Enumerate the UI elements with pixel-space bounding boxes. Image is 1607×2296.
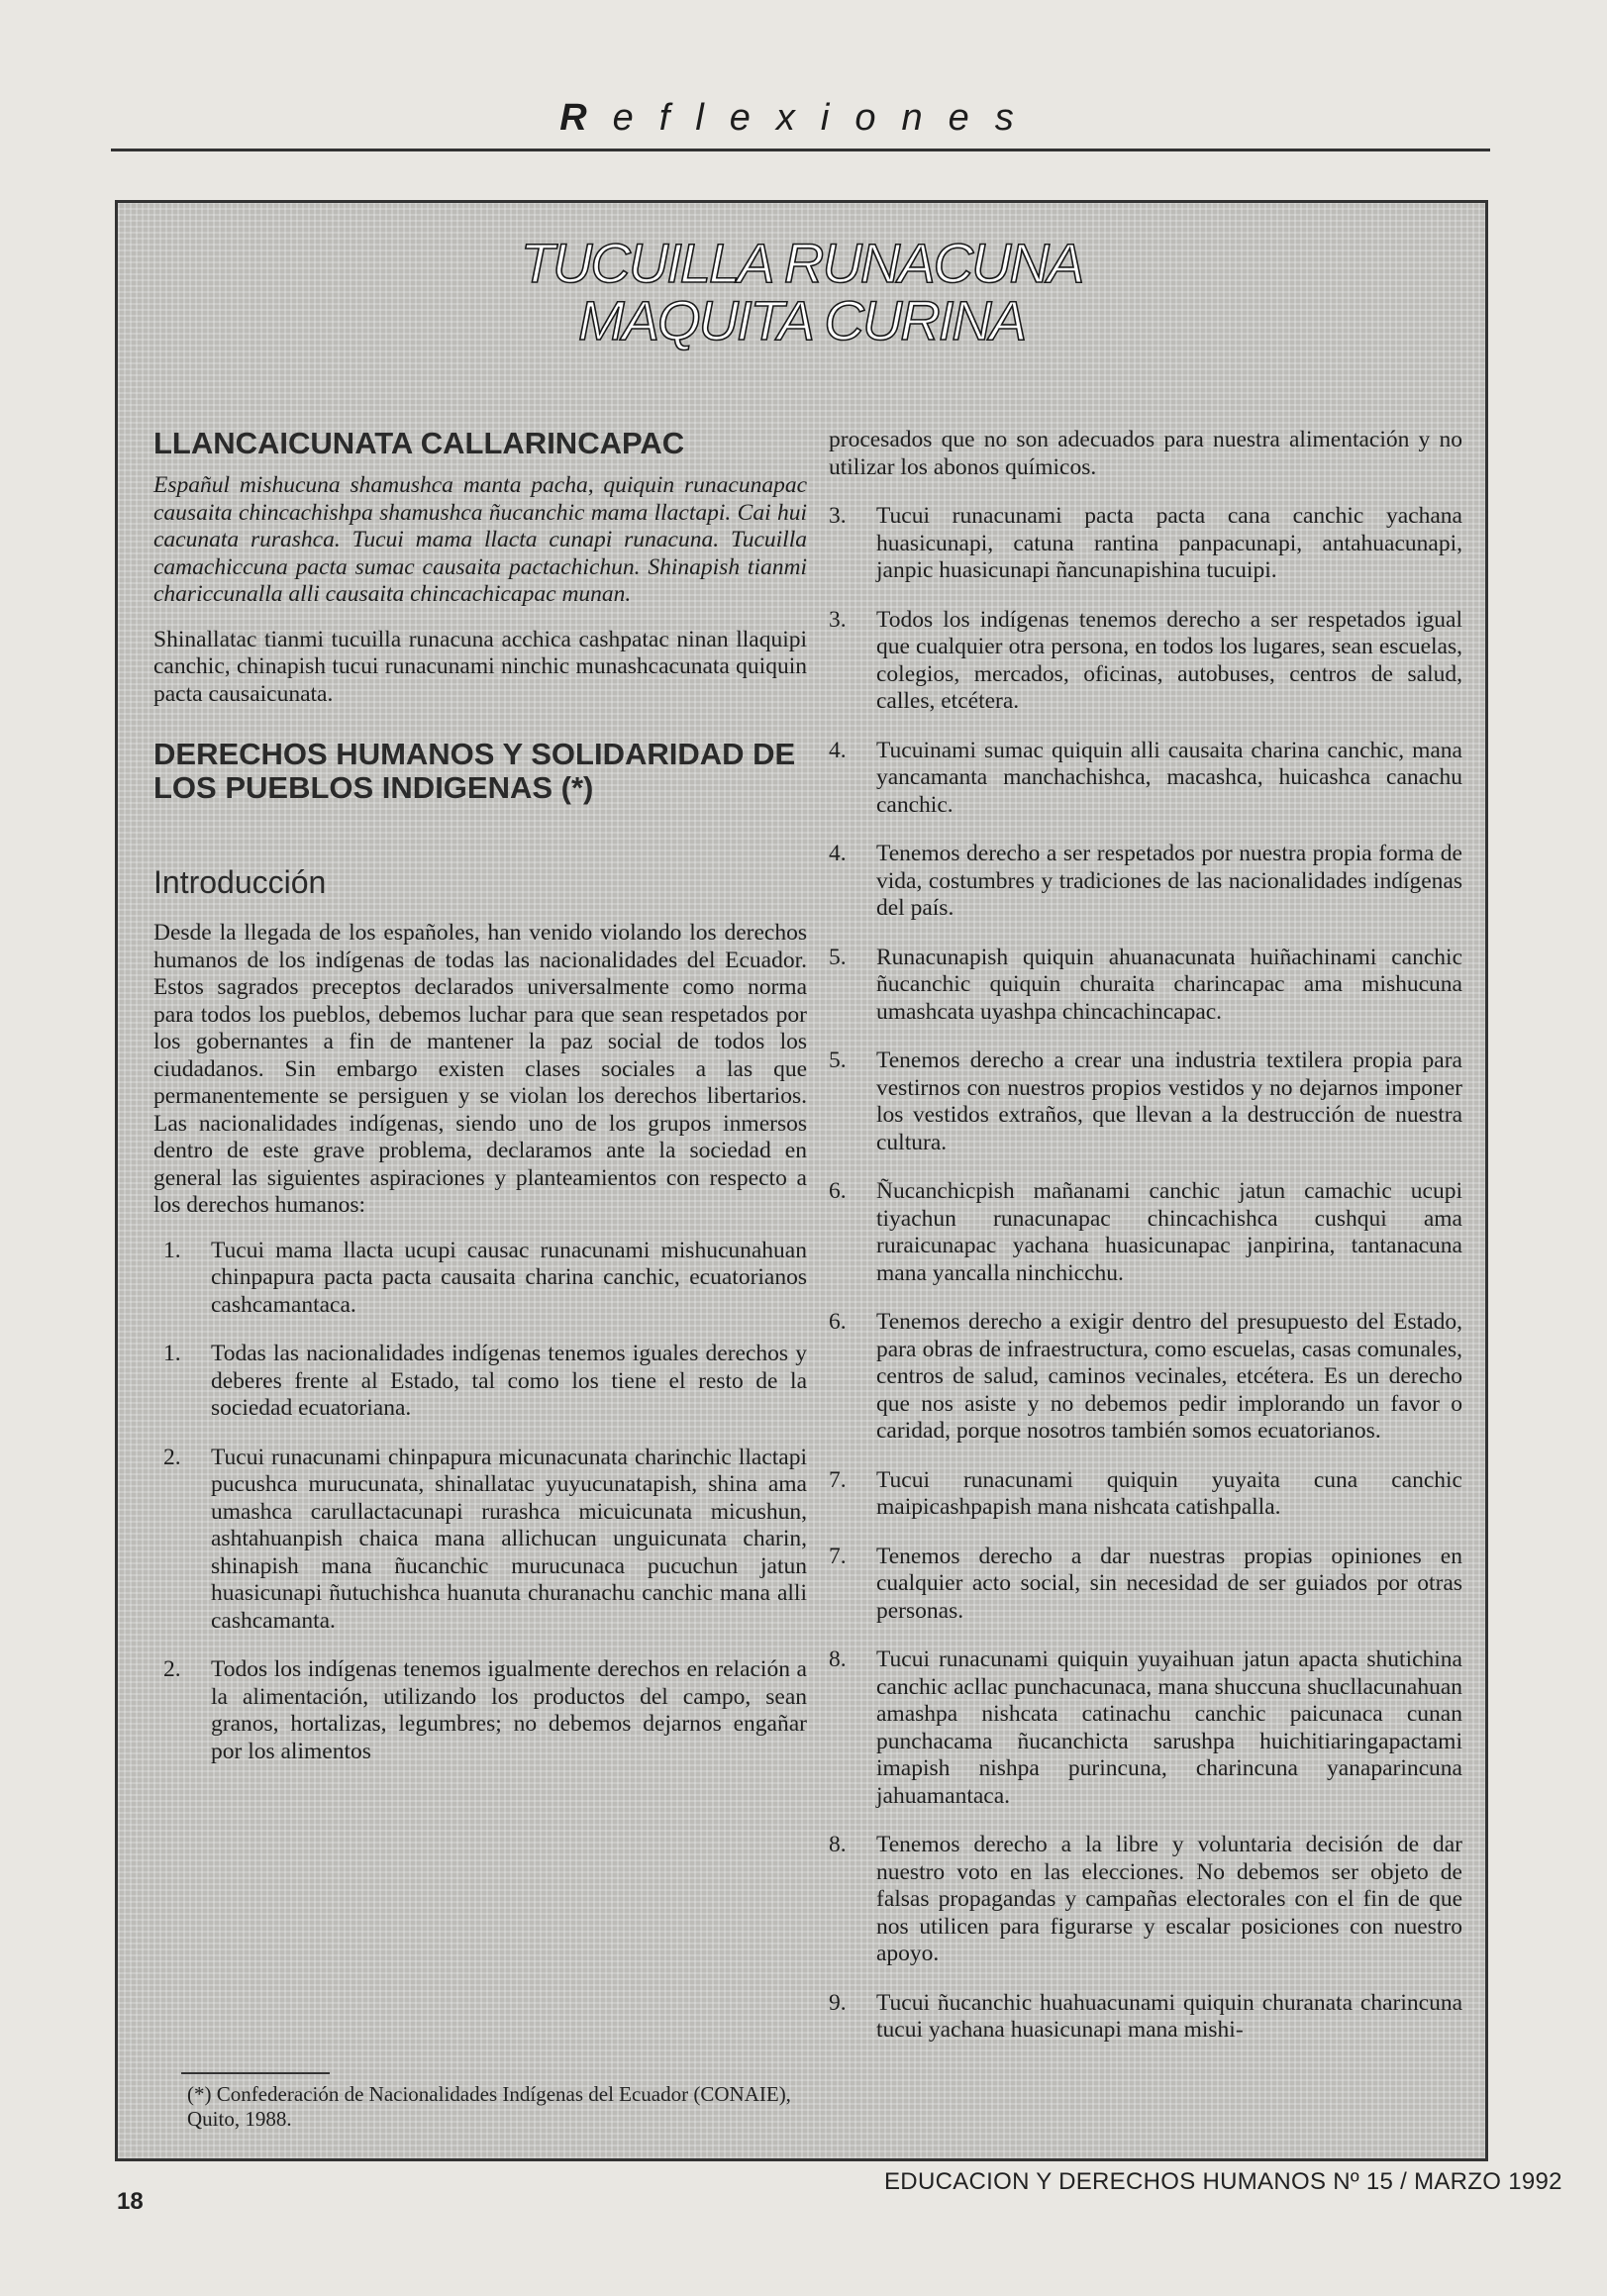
list-item <box>153 1238 807 1320</box>
item-number: 5. <box>829 1048 847 1073</box>
item-number: 3. <box>829 503 847 529</box>
item-number: 6. <box>829 1309 847 1335</box>
item-text: Tucui mama llacta ucupi causac runacunami mishucunahuan chinpapura pacta pacta causaita charina canchic, ecuatorianos cashcamantaca. <box>211 1237 807 1318</box>
list-item <box>153 1656 807 1765</box>
heading-spanish: DERECHOS HUMANOS Y SOLIDARIDAD DE LOS PUEBLOS INDIGENAS (*) <box>153 737 796 805</box>
item-text: Tenemos derecho a dar nuestras propias opiniones en cualquier acto social, sin necesidad de ser guiados por otras personas. <box>876 1543 1462 1624</box>
list-item <box>819 1048 1462 1156</box>
item-number: 1. <box>163 1237 181 1263</box>
heading-quichua: LLANCAICUNATA CALLARINCAPAC <box>153 426 685 460</box>
subheading-introduccion: Introducción <box>153 864 327 900</box>
list-item <box>819 1309 1462 1446</box>
item-text: Runacunapish quiquin ahuanacunata huiñachinami canchic ñucanchic quiquin churaita charincapac ama mishucuna umashcata uyashpa chincachincapac. <box>876 944 1462 1025</box>
item-text: Tenemos derecho a la libre y voluntaria decisión de dar nuestro voto en las elecciones. No debemos ser objeto de falsas propagandas y campañas electorales con el fin de que nos utilicen para figurarse y escalar posiciones con nuestro apoyo. <box>876 1832 1462 1966</box>
item-number: 5. <box>829 944 847 970</box>
item-number: 7. <box>829 1466 847 1493</box>
left-column <box>153 427 807 1787</box>
header-rule <box>111 149 1490 151</box>
title-line-2: MAQUITA CURINA <box>577 289 1026 351</box>
item-number: 7. <box>829 1543 847 1569</box>
section-header <box>109 97 1490 140</box>
article-box <box>115 200 1488 2161</box>
list-item <box>819 1832 1462 1968</box>
item-text: Tucuinami sumac quiquin alli causaita charina canchic, mana yancamanta manchachishca, macashca, huicashca canachu canchic. <box>876 737 1462 818</box>
item-number: 4. <box>829 841 847 866</box>
right-column <box>819 427 1462 2066</box>
item-text: Ñucanchicpish mañanami canchic jatun camachic ucupi tiyachun runacunapac chincachishca cushqui ama ruraicunapac yachana huasicunapac janpirina, tantanacuna mana yancalla ninchicchu. <box>876 1178 1462 1286</box>
item-text: Tenemos derecho a ser respetados por nuestra propia forma de vida, costumbres y tradiciones de las nacionalidades indígenas del país. <box>876 841 1462 921</box>
list-item <box>819 1467 1462 1522</box>
list-item <box>819 503 1462 585</box>
footnote-text: (*) Confederación de Nacionalidades Indígenas del Ecuador (CONAIE), Quito, 1988. <box>187 2082 791 2131</box>
item-text: Tucui runacunami chinpapura micunacunata charinchic llactapi pucushca murucunata, shinallatac yuyucunatapish, shina ama umashca carullactacunapi rurashca micuicunata micushun, ashtahuanpish chaica mana allichucan unguicunata charin, shinapish mana ñucanchic murucunaca pucuchun jatun huasicunapi ñutuchishca huanuta churanachu canchic mana alli cashcamanta. <box>211 1444 807 1634</box>
article-title <box>118 232 1485 351</box>
title-line-1: TUCUILLA RUNACUNA <box>520 232 1083 294</box>
footer-publication: EDUCACION Y DERECHOS HUMANOS Nº 15 / MARZO 1992 <box>884 2168 1562 2195</box>
header-initial: R <box>559 97 613 139</box>
item-text: Tucui runacunami quiquin yuyaihuan jatun apacta shutichina canchic acllac punchacunaca, mana shuccuna shucllacunahuan amashpa nishcata catinachu canchic paicunaca cunan punchacama ñucanchicta sarushpa huichitiaringapactami imapish nishpa purincuna, charincuna yanaparincuna jahuamantaca. <box>876 1647 1462 1809</box>
footnote-rule <box>181 2072 330 2074</box>
item-text: Tenemos derecho a crear una industria textilera propia para vestirnos con nuestros propios vestidos y no dejarnos imponer los vestidos extraños, que llevan a la destrucción de nuestra cultura. <box>876 1048 1462 1155</box>
item-number: 2. <box>163 1656 181 1682</box>
item-number: 6. <box>829 1178 847 1204</box>
intro-quichua: Españul mishucuna shamushca manta pacha, quiquin runacunapac causaita chincachishpa shamushca ñucanchic mama llactapi. Cai hui cacunata rurashca. Tucui mama llacta cunapi runacuna. Tucuilla camachiccuna pacta sumac causaita pactachichun. Shinapish tianmi chariccunalla alli causaita chincachicapac munan. <box>153 472 807 607</box>
item-number: 4. <box>829 737 847 763</box>
item-number: 8. <box>829 1647 847 1672</box>
item-text: Todos los indígenas tenemos igualmente derechos en relación a la alimentación, utilizando los productos del campo, sean granos, hortalizas, legumbres; no debemos dejarnos engañar por los alimentos <box>211 1656 807 1764</box>
list-item <box>153 1445 807 1636</box>
list-item <box>819 738 1462 820</box>
item-text: Tucui ñucanchic huahuacunami quiquin churanata charincuna tucui yachana huasicunapi mana mishi- <box>876 1989 1462 2043</box>
list-item <box>819 1544 1462 1626</box>
item-text: Todas las nacionalidades indígenas tenemos iguales derechos y deberes frente al Estado, tal como los tiene el resto de la sociedad ecuatoriana. <box>211 1341 807 1421</box>
paragraph-quichua-2: Shinallatac tianmi tucuilla runacuna acchica cashpatac ninan llaquipi canchic, chinapish tucui runacunami ninchic munashcacunata quiquin pacta causaicunata. <box>153 626 807 707</box>
list-item <box>153 1341 807 1423</box>
list-item <box>819 607 1462 716</box>
page-number: 18 <box>117 2188 144 2215</box>
intro-spanish: Desde la llegada de los españoles, han venido violando los derechos humanos de los indígenas de todas las nacionalidades del Ecuador. Estos sagrados preceptos declarados universalmente como norma para todos los pueblos, debemos luchar para que sean respetados por los gobernantes a fin de mantener la paz social de todos los ciudadanos. Sin embargo existen clases sociales a las que permanentemente se persiguen y se violan los derechos libertarios. Las nacionalidades indígenas, siendo uno de los grupos inmersos dentro de este grave problema, declaramos ante la sociedad en general las siguientes aspiraciones y planteamientos con respecto a los derechos humanos: <box>153 920 807 1218</box>
item-text: Tenemos derecho a exigir dentro del presupuesto del Estado, para obras de infraestructura, como escuelas, casas comunales, centros de salud, caminos vecinales, etcétera. Es un derecho que nos asiste y no debemos pedir implorando un favor o caridad, porque nosotros también somos ecuatorianos. <box>876 1309 1462 1444</box>
list-item <box>819 1990 1462 2045</box>
list-item <box>819 841 1462 923</box>
list-item <box>819 945 1462 1027</box>
item-number: 8. <box>829 1832 847 1857</box>
footnote <box>151 2082 805 2132</box>
item-text: Todos los indígenas tenemos derecho a ser respetados igual que cualquier otra persona, en todos los lugares, sean escuelas, colegios, mercados, oficinas, autobuses, centros de salud, calles, etcétera. <box>876 606 1462 714</box>
item-number: 2. <box>163 1444 181 1470</box>
item-number: 1. <box>163 1341 181 1366</box>
list-item <box>819 1178 1462 1287</box>
list-item <box>819 1647 1462 1810</box>
continuation-text: procesados que no son adecuados para nuestra alimentación y no utilizar los abonos químicos. <box>829 427 1462 480</box>
item-number: 9. <box>829 1989 847 2016</box>
item-number: 3. <box>829 606 847 633</box>
header-rest: eflexiones <box>612 97 1040 139</box>
item-text: Tucui runacunami pacta pacta cana canchic yachana huasicunapi, catuna rantina panpacunapi, antahuacunapi, janpic huasicunapi ñancunapishina tucuipi. <box>876 503 1462 583</box>
item-text: Tucui runacunami quiquin yuyaita cuna canchic maipicashpapish mana nishcata catishpalla. <box>876 1466 1462 1520</box>
